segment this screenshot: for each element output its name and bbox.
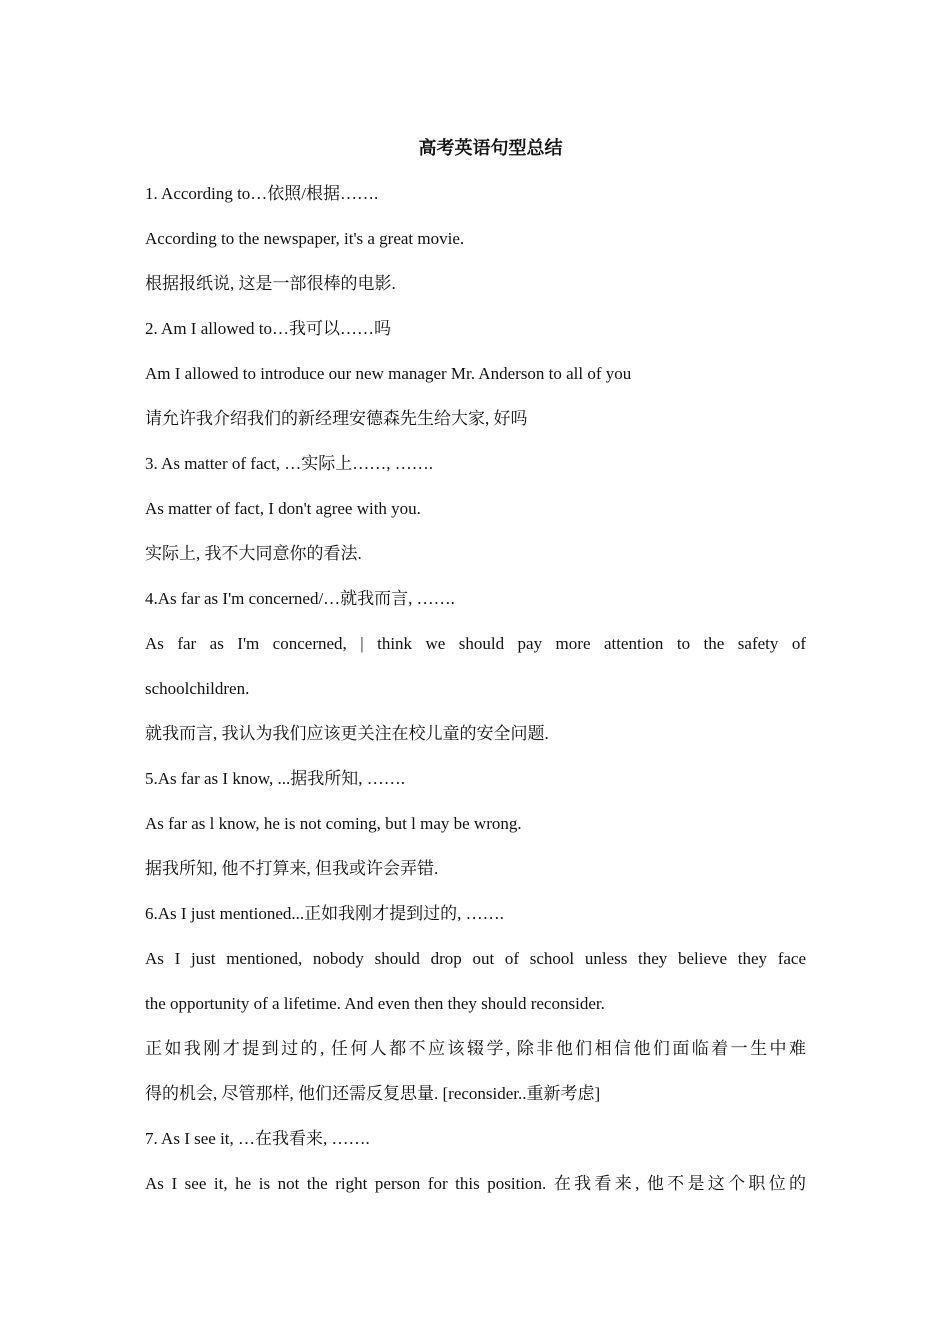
pattern-heading: 4.As far as I'm concerned/…就我而言, ……. <box>145 589 455 608</box>
chinese-translation: 请允许我介绍我们的新经理安德森先生给大家, 好吗 <box>145 409 528 428</box>
chinese-translation-continued: 得的机会, 尽管那样, 他们还需反复思量. [reconsider..重新考虑] <box>145 1084 601 1103</box>
pattern-heading: 6.As I just mentioned...正如我刚才提到过的, ……. <box>145 904 504 923</box>
english-example-continued: the opportunity of a lifetime. And even then they should reconsider. <box>145 994 605 1013</box>
document-title: 高考英语句型总结 <box>418 138 563 158</box>
document-page <box>145 126 806 1206</box>
english-example: According to the newspaper, it's a great movie. <box>145 229 465 248</box>
english-example: As far as I'm concerned, | think we should pay more attention to the safety of <box>145 634 806 653</box>
chinese-translation: 根据报纸说, 这是一部很棒的电影. <box>145 274 396 293</box>
english-example: As matter of fact, I don't agree with you. <box>145 499 421 518</box>
chinese-translation: 就我而言, 我认为我们应该更关注在校儿童的安全问题. <box>145 724 549 743</box>
chinese-translation: 正如我刚才提到过的, 任何人都不应该辍学, 除非他们相信他们面临着一生中难 <box>145 1039 806 1058</box>
english-example: As I just mentioned, nobody should drop out of school unless they believe they face <box>145 949 806 968</box>
pattern-heading: 2. Am I allowed to…我可以……吗 <box>145 319 392 338</box>
english-example: As I see it, he is not the right person for this position. 在我看来, 他不是这个职位的 <box>145 1174 806 1193</box>
english-example: Am I allowed to introduce our new manager Mr. Anderson to all of you <box>145 364 632 383</box>
pattern-heading: 7. As I see it, …在我看来, ……. <box>145 1129 370 1148</box>
english-example: As far as l know, he is not coming, but l may be wrong. <box>145 814 522 833</box>
pattern-heading: 1. According to…依照/根据……. <box>145 184 379 203</box>
pattern-heading: 3. As matter of fact, …实际上……, ……. <box>145 454 434 473</box>
chinese-translation: 据我所知, 他不打算来, 但我或许会弄错. <box>145 859 439 878</box>
pattern-heading: 5.As far as I know, ...据我所知, ……. <box>145 769 406 788</box>
chinese-translation: 实际上, 我不大同意你的看法. <box>145 544 362 563</box>
english-example-continued: schoolchildren. <box>145 679 250 698</box>
